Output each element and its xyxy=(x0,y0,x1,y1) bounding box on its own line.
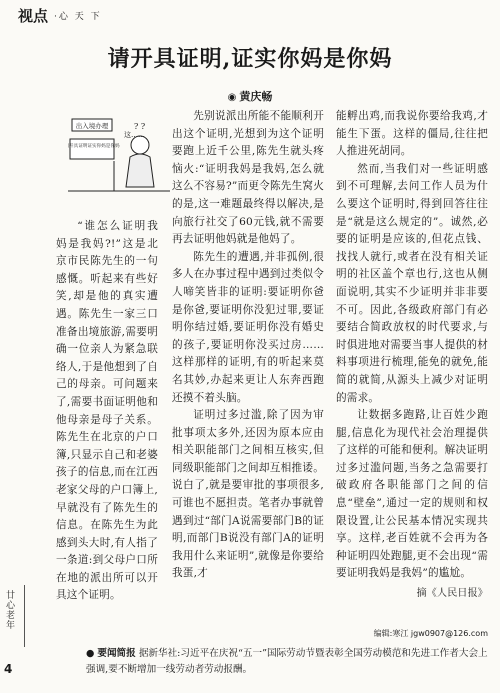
cartoon-speech: 这…… xyxy=(124,131,145,139)
column-middle xyxy=(172,108,324,583)
brand-subtitle: ·心 天 下 xyxy=(54,11,102,22)
cartoon-illustration xyxy=(68,117,170,195)
paragraph: 能孵出鸡,而我说你要给我鸡,才能生下蛋。这样的僵局,往往把人推进死胡同。 xyxy=(336,110,488,158)
news-brief xyxy=(86,646,496,678)
author-name: 黄庆畅 xyxy=(239,90,273,103)
bullet-icon: ● xyxy=(86,648,95,659)
paragraph: 先别说派出所能不能顺利开出这个证明,光想到为这个证明要跑上近千公里,陈先生就头疼恼火:“证明我妈是我妈,怎么就这么不容易?”而更令陈先生窝火的是,这一难题最终得以解决,是向旅行社交了60元钱,就不需要再去证明他妈就是他妈了。 xyxy=(172,110,324,246)
paragraph: “谁怎么证明我妈是我妈?!”这是北京市民陈先生的一句感慨。听起来有些好笑,却是他的真实遭遇。陈先生一家三口准备出境旅游,需要明确一位亲人为紧急联络人,于是他想到了自己的母亲。可问题来了,需要书面证明他和他母亲是母子关系。陈先生在北京的户口簿,只显示自己和老婆孩子的信息,而在江西老家父母的户口簿上,早就没有了陈先生的信息。在陈先生为此感到头大时,有人指了一条道:到父母户口所在地的派出所可以开具这个证明。 xyxy=(56,220,158,602)
bullet-icon: ◉ xyxy=(227,92,237,103)
column-left xyxy=(56,218,158,605)
paragraph: 陈先生的遭遇,并非孤例,很多人在办事过程中遇到过类似令人啼笑皆非的证明:要证明你爸是你爸,要证明你没犯过罪,要证明你结过婚,要证明你没有婚史的孩子,要证明你没买过房……这样那样的证明,有的听起来莫名其妙,办起来更让人东奔西跑还摸不着头脑。 xyxy=(172,250,324,404)
news-label: 要闻简报 xyxy=(97,648,136,659)
page-number: 4 xyxy=(4,662,13,676)
byline xyxy=(0,88,500,104)
cartoon-sign: 出入境办理 xyxy=(75,122,109,130)
cartoon-question: ? ? xyxy=(134,122,146,131)
source-credit: 摘《人民日报》 xyxy=(416,588,488,600)
cartoon-drawing xyxy=(68,117,170,195)
paragraph: 然而,当我们对一些证明感到不可理解,去问工作人员为什么要这个证明时,得到回答往往是“就是这么规定的”。诚然,必要的证明是应该的,但花点钱、找找人就行,或者在没有相关证明的社区盖个章也行,这也从侧面说明,其实不少证明并非非要不可。因此,各级政府部门有必要结合简政放权的时代要求,与时俱进地对需要当事人提供的材料事项进行梳理,能免的就免,能简的就简,从源头上减少对证明的需求。 xyxy=(336,162,488,404)
editor-credit: 编辑:寒江 jgw0907@126.com xyxy=(373,629,488,638)
paragraph: 证明过多过滥,除了因为审批事项太多外,还因为原本应由相关职能部门之间相互核实,但同级职能部门之间却互相推诿。说白了,就是要审批的事项很多,可谁也不愿担责。笔者办事就曾遇到过“部门A说需要部门B的证明,而部门B说没有部门A的证明我用什么来证明”,就像是你要给我蛋,才 xyxy=(172,409,324,580)
cartoon-doc: 请开具证明证实你妈是你妈 xyxy=(68,144,120,149)
section-label: 廿心老年 xyxy=(6,591,16,631)
paragraph: 让数据多跑路,让百姓少跑腿,信息化为现代社会治理提供了这样的可能和便利。解决证明过多过滥问题,当务之急需要打破政府各职能部门之间的信息“壁垒”,通过一定的规则和权限设置,让公民基本情况实现共享。这样,老百姓就不会再为各种证明四处跑腿,更不会出现“需要证明我妈是我妈”的尴尬。 xyxy=(336,409,488,580)
article-title: 请开具证明,证实你妈是你妈 xyxy=(107,46,393,72)
news-text: 据新华社:习近平在庆祝“五一”国际劳动节暨表彰全国劳动模范和先进工作者大会上强调,要不断增加一线劳动者劳动报酬。 xyxy=(86,648,488,675)
header xyxy=(18,6,102,24)
column-right xyxy=(336,108,488,603)
section-sidebar xyxy=(2,585,25,647)
brand-logo: 视点 xyxy=(18,6,49,25)
